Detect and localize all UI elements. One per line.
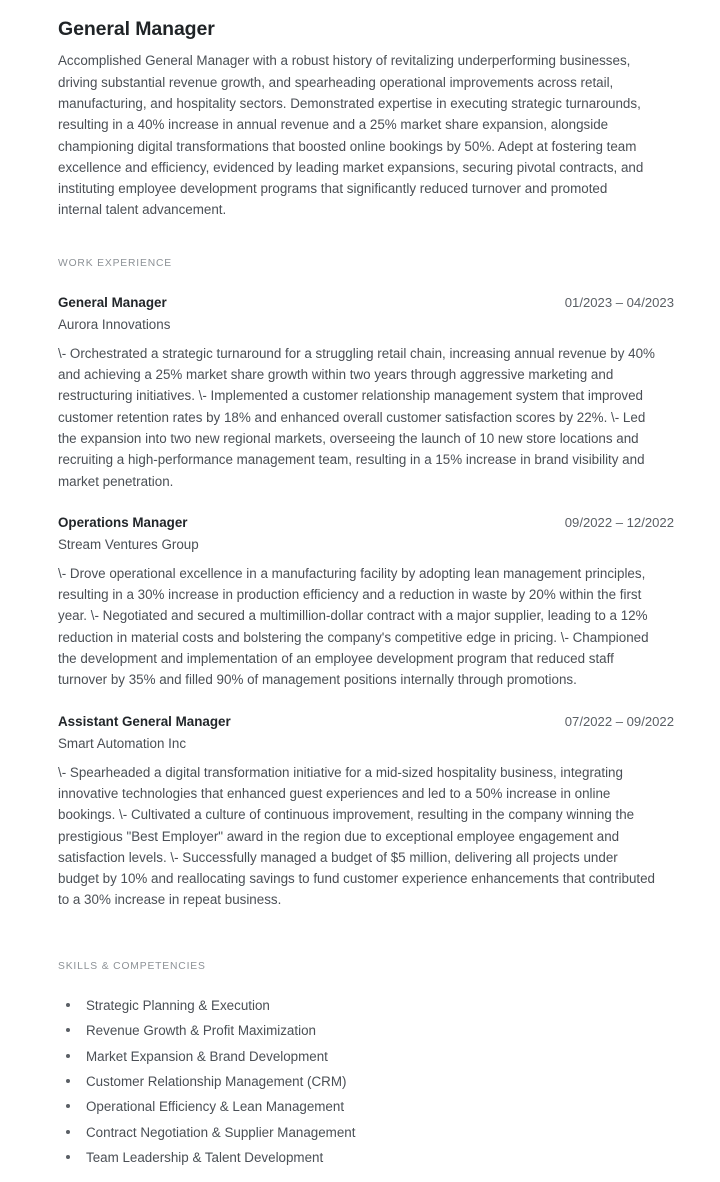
skills-list — [58, 993, 674, 1171]
skill-label: Strategic Planning & Execution — [86, 997, 270, 1013]
skill-label: Revenue Growth & Profit Maximization — [86, 1023, 316, 1039]
skill-label: Market Expansion & Brand Development — [86, 1048, 328, 1064]
bullet-icon — [66, 1079, 70, 1083]
bullet-icon — [66, 1003, 70, 1007]
job-header — [58, 294, 674, 312]
job-description: \- Orchestrated a strategic turnaround for a struggling retail chain, increasing annual revenue by 40% and achieving a 25% market share growth within two years through aggressive marketing and restructuring initiatives. \- Implemented a customer relationship management system that improved customer retention rates by 18% and enhanced overall customer satisfaction scores by 22%. \- Led the expansion into two new regional markets, overseeing the launch of 10 new store locations and recruiting a high-performance management team, resulting in a 15% increase in brand visibility and market penetration. — [58, 345, 655, 489]
job-dates: 09/2022 – 12/2022 — [564, 514, 674, 530]
bullet-icon — [66, 1155, 70, 1159]
list-item — [58, 1018, 674, 1043]
job-dates: 01/2023 – 04/2023 — [564, 294, 674, 310]
job-role: General Manager — [58, 294, 167, 310]
job-company: Stream Ventures Group — [58, 536, 199, 552]
skill-label: Operational Efficiency & Lean Management — [86, 1099, 345, 1115]
list-item — [58, 1094, 674, 1119]
job-company: Aurora Innovations — [58, 316, 171, 332]
job-header — [58, 713, 674, 731]
job-description: \- Spearheaded a digital transformation initiative for a mid-sized hospitality business, integrating innovative technologies that enhanced guest experiences and led to a 50% increase in online bookings. \- Cultivated a culture of continuous improvement, resulting in the company winning the prestigious "Best Employer" award in the region due to exceptional employee engagement and satisfaction levels. \- Successfully managed a budget of $5 million, delivering all projects under budget by 10% and reallocating savings to fund customer experience enhancements that contributed to a 30% increase in repeat business. — [58, 764, 656, 908]
page-title: General Manager — [58, 18, 215, 40]
professional-summary: Accomplished General Manager with a robust history of revitalizing underperforming businesses, driving substantial revenue growth, and spearheading operational improvements across retail, manufacturing, and hospitality sectors. Demonstrated expertise in executing strategic turnarounds, resulting in a 40% increase in annual revenue and a 25% market share expansion, alongside championing digital transformations that boosted online bookings by 50%. Adept at fostering team excellence and efficiency, evidenced by leading market expansions, securing pivotal contracts, and instituting employee development programs that significantly reduced turnover and promoted internal talent advancement. — [58, 53, 644, 218]
section-heading-work-experience: WORK EXPERIENCE — [58, 257, 173, 269]
bullet-icon — [66, 1104, 70, 1108]
bullet-icon — [66, 1054, 70, 1058]
skill-label: Contract Negotiation & Supplier Management — [86, 1124, 356, 1140]
list-item — [58, 1145, 674, 1170]
bullet-icon — [66, 1028, 70, 1032]
work-experience-entry — [58, 514, 674, 691]
skill-label: Team Leadership & Talent Development — [86, 1150, 324, 1166]
work-experience-entry — [58, 713, 674, 911]
list-item — [58, 993, 674, 1018]
job-description: \- Drove operational excellence in a manufacturing facility by adopting lean management principles, resulting in a 30% increase in production efficiency and a reduction in waste by 20% within the first year. \- Negotiated and secured a multimillion-dollar contract with a major supplier, leading to a 12% reduction in material costs and bolstering the company's competitive edge in pricing. \- Championed the development and implementation of an employee development program that reduced staff turnover by 35% and filled 90% of management positions internally through promotions. — [58, 565, 649, 688]
job-role: Assistant General Manager — [58, 713, 231, 729]
bullet-icon — [66, 1130, 70, 1134]
work-experience-entry — [58, 294, 674, 492]
job-company: Smart Automation Inc — [58, 735, 187, 751]
skill-label: Customer Relationship Management (CRM) — [86, 1073, 347, 1089]
list-item — [58, 1044, 674, 1069]
job-dates: 07/2022 – 09/2022 — [564, 713, 674, 729]
list-item — [58, 1120, 674, 1145]
list-item — [58, 1069, 674, 1094]
job-role: Operations Manager — [58, 514, 188, 530]
job-header — [58, 514, 674, 532]
work-experience-list — [58, 294, 674, 911]
section-heading-skills: SKILLS & COMPETENCIES — [58, 960, 206, 972]
